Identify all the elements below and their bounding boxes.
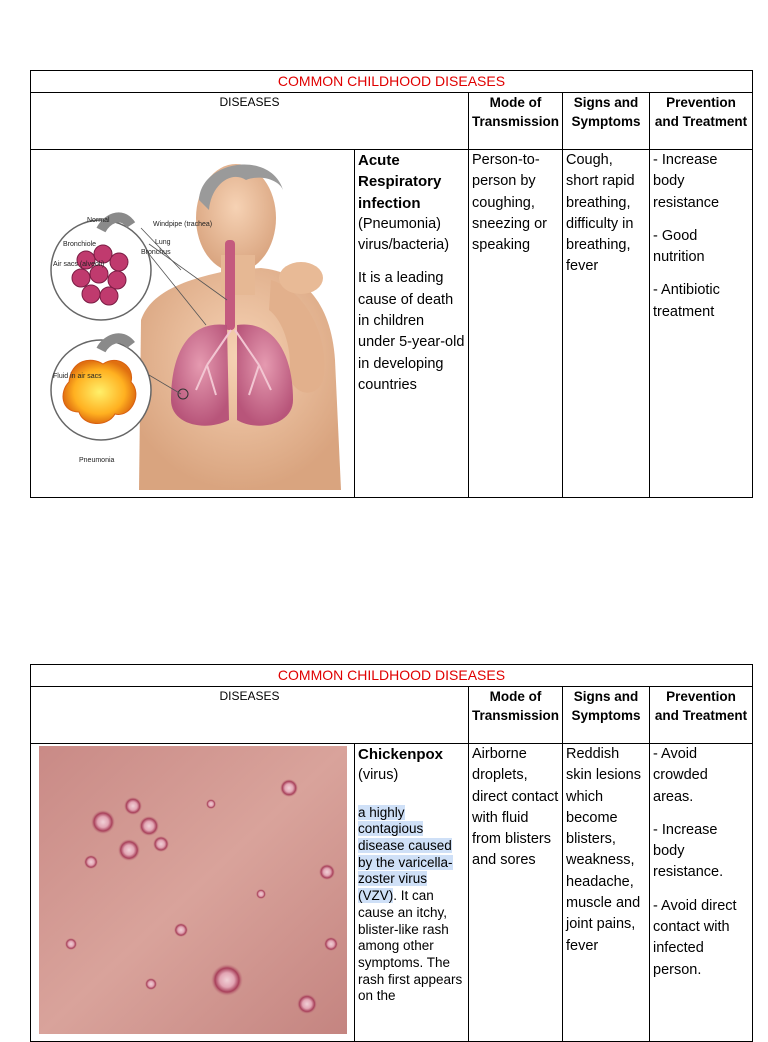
disease-type: (virus) xyxy=(358,767,399,784)
prevention-cell xyxy=(650,744,753,1042)
prevention-item: - Antibiotic treatment xyxy=(653,282,720,320)
prevention-item: - Avoid crowded areas. xyxy=(653,746,708,805)
label-normal: Normal xyxy=(87,217,110,224)
prevention-item: - Increase body resistance. xyxy=(653,821,724,881)
prevention-item: - Avoid direct contact with infected person. xyxy=(653,897,737,978)
label-air-sacs: Air sacs (alveoli) xyxy=(53,261,105,268)
header-prevention: Prevention and Treatment xyxy=(650,93,753,150)
disease-description: . It can cause an itchy, blister-like rash among other symptoms. The rash first appears on the xyxy=(358,888,463,1004)
header-signs: Signs and Symptoms xyxy=(563,93,650,150)
label-bronchiole: Bronchiole xyxy=(63,241,97,248)
header-diseases: DISEASES xyxy=(31,687,469,744)
header-prevention: Prevention and Treatment xyxy=(650,687,753,744)
highlighted-definition: a highly contagious disease caused by the varicella-zoster virus (VZV) xyxy=(358,804,453,904)
disease-table-2 xyxy=(30,664,753,1042)
label-fluid: Fluid in air sacs xyxy=(53,373,102,380)
disease-name: Chickenpox xyxy=(358,746,444,763)
label-bronchus: Bronchus xyxy=(141,249,171,256)
header-mode: Mode of Transmission xyxy=(469,687,563,744)
pneumonia-illustration xyxy=(31,150,355,490)
disease-description: It is a leading cause of death in children under 5-year-old in developing countries xyxy=(358,270,465,393)
prevention-cell xyxy=(650,150,753,498)
signs-cell: Reddish skin lesions which become blisters, weakness, headache, muscle and joint pains, fever xyxy=(563,744,650,1042)
label-windpipe: Windpipe (trachea) xyxy=(153,221,213,228)
pneumonia-illustration-cell xyxy=(31,150,355,498)
prevention-item: - Increase body resistance xyxy=(653,152,720,211)
disease-type: (Pneumonia) virus/bacteria) xyxy=(358,215,450,254)
chickenpox-photo-cell xyxy=(31,744,355,1042)
prevention-item: - Good nutrition xyxy=(653,227,705,266)
label-lung: Lung xyxy=(155,239,171,246)
chickenpox-photo xyxy=(31,744,355,1034)
disease-cell xyxy=(355,744,469,1042)
table-title: COMMON CHILDHOOD DISEASES xyxy=(31,71,753,93)
mode-cell: Airborne droplets, direct contact with fluid from blisters and sores xyxy=(469,744,563,1042)
disease-name: Acute Respiratory infection xyxy=(358,152,442,212)
disease-cell xyxy=(355,150,469,498)
signs-cell: Cough, short rapid breathing, difficulty in breathing, fever xyxy=(563,150,650,498)
disease-table-1 xyxy=(30,70,753,498)
label-pneumonia: Pneumonia xyxy=(79,457,115,464)
table-title: COMMON CHILDHOOD DISEASES xyxy=(31,665,753,687)
header-mode: Mode of Transmission xyxy=(469,93,563,150)
mode-cell: Person-to-person by coughing, sneezing or speaking xyxy=(469,150,563,498)
header-diseases: DISEASES xyxy=(31,93,469,150)
header-signs: Signs and Symptoms xyxy=(563,687,650,744)
